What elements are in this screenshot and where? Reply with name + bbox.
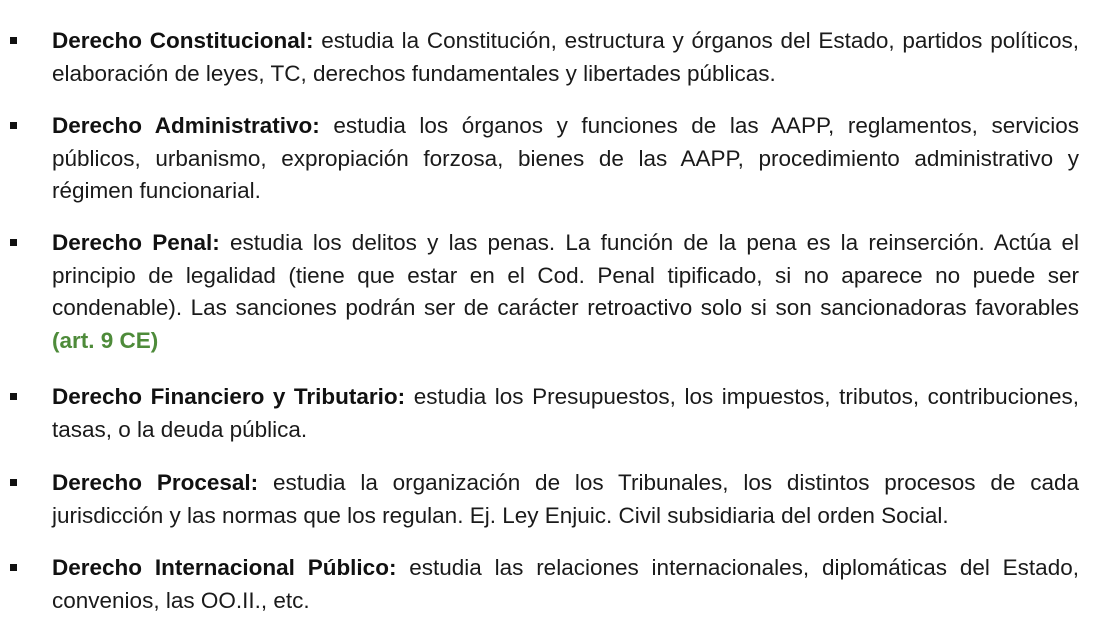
term-label: Derecho Administrativo: (52, 113, 320, 138)
term-label: Derecho Internacional Público: (52, 555, 397, 580)
term-description: estudia los Presupuestos, los impuestos, tributos, contribuciones, tasas, o la deuda pública. (52, 384, 1079, 442)
article-reference: (art. 9 CE) (52, 327, 159, 353)
bullet-icon (10, 239, 17, 246)
bullet-icon (10, 37, 17, 44)
list-item-text (52, 467, 1079, 532)
term-label: Derecho Constitucional: (52, 28, 314, 53)
list-item-text (52, 25, 1079, 90)
term-label: Derecho Procesal: (52, 470, 259, 495)
bullet-icon (10, 393, 17, 400)
term-label: Derecho Financiero y Tributario: (52, 384, 406, 409)
bullet-icon (10, 479, 17, 486)
list-item-text (52, 381, 1079, 446)
term-description: estudia los órganos y funciones de las AAPP, reglamentos, servicios públicos, urbanismo, expropiación forzosa, bienes de las AAPP, procedimiento administrativo y régimen funcionarial. (52, 113, 1079, 203)
bullet-icon (10, 564, 17, 571)
list-item-text (52, 552, 1079, 617)
term-description: estudia la Constitución, estructura y órganos del Estado, partidos políticos, elaboración de leyes, TC, derechos fundamentales y libertades públicas. (52, 28, 1079, 86)
term-description: estudia las relaciones internacionales, diplomáticas del Estado, convenios, las OO.II., etc. (52, 555, 1079, 613)
list-item-text (52, 110, 1079, 208)
bullet-icon (10, 122, 17, 129)
list-item-text (52, 227, 1079, 357)
term-description: estudia la organización de los Tribunales, los distintos procesos de cada jurisdicción y las normas que los regulan. Ej. Ley Enjuic. Civil subsidiaria del orden Social. (52, 470, 1079, 528)
term-label: Derecho Penal: (52, 230, 220, 255)
term-description: estudia los delitos y las penas. La función de la pena es la reinserción. Actúa el principio de legalidad (tiene que estar en el Cod. Penal tipificado, si no aparece no puede ser condenable). Las sanciones podrán ser de carácter retroactivo solo si son sancionadoras favorables (52, 230, 1080, 320)
